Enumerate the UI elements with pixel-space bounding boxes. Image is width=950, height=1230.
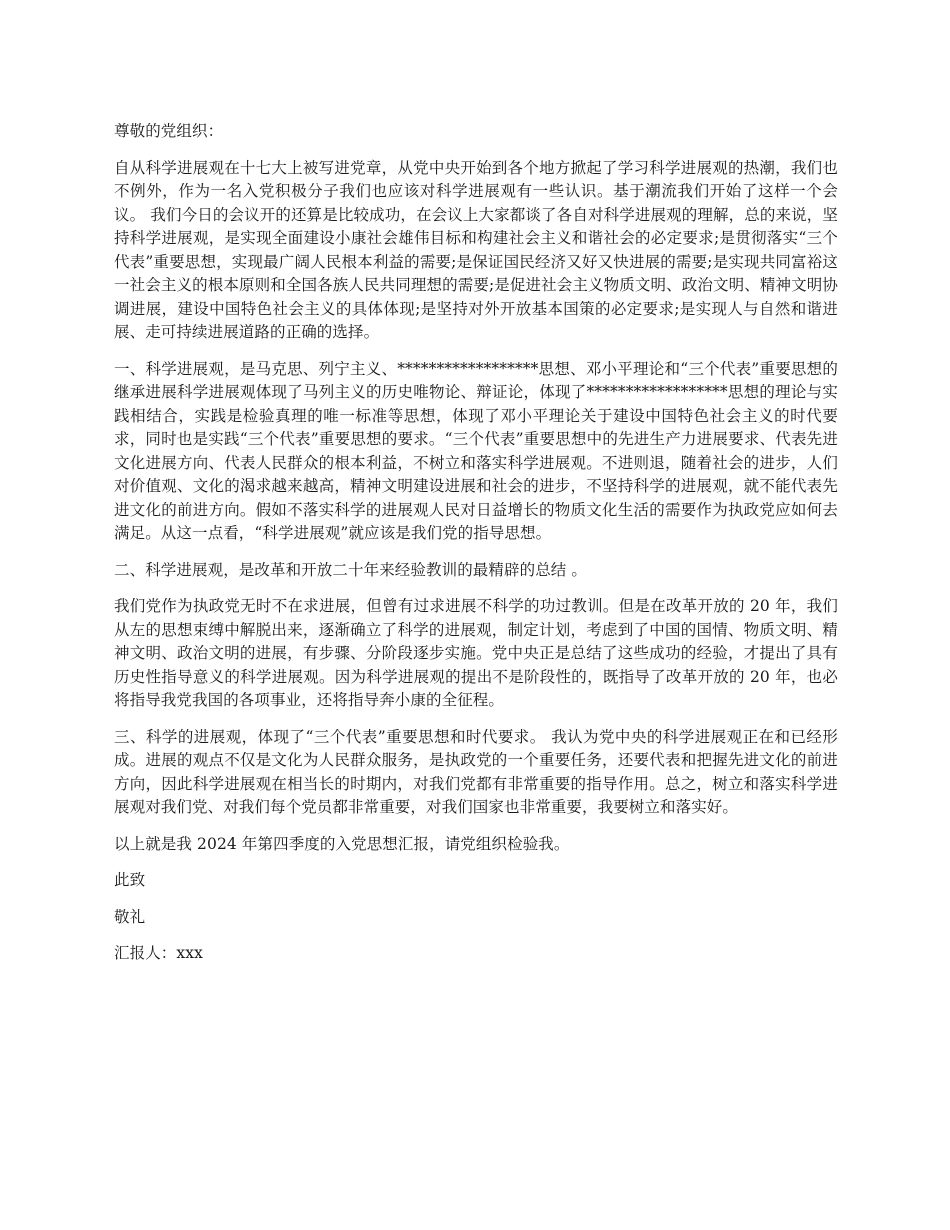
closing: 此致: [114, 871, 146, 889]
paragraph-section-three: 三、科学的进展观，体现了“三个代表”重要思想和时代要求。 我认为党中央的科学进展观正在和已经形成。进展的观点不仅是文化为人民群众服务，是执政党的一个重要任务，还要代表和把握先进文化的前进方向，因此科学进展观在相当长的时期内，对我们党都有非常重要的指导作用。总之，树立和落实科学进展观对我们党、对我们每个党员都非常重要，对我们国家也非常重要，我要树立和落实好。: [114, 727, 838, 816]
greeting: 尊敬的党组织：: [114, 122, 224, 140]
paragraph-section-two-body: 我们党作为执政党无时不在求进展，但曾有过求进展不科学的功过教训。但是在改革开放的 20 年，我们从左的思想束缚中解脱出来，逐渐确立了科学的进展观，制定计划，考虑到了中国的国情、物质文明、精神文明、政治文明的进展，有步骤、分阶段逐步实施。党中央正是总结了这些成功的经验，才提出了具有历史性指导意义的科学进展观。因为科学进展观的提出不是阶段性的，既指导了改革开放的 20 年，也必将指导我党我国的各项事业，还将指导奔小康的全征程。: [114, 597, 838, 709]
paragraph-conclusion: 以上就是我 2024 年第四季度的入党思想汇报，请党组织检验我。: [114, 834, 570, 853]
document-page: [114, 120, 838, 979]
paragraph-section-one: 一、科学进展观，是马克思、列宁主义、******************思想、邓小平理论和“三个代表”重要思想的继承进展科学进展观体现了马列主义的历史唯物论、辩证论，体现了******************思想的理论与实践相结合，实践是检验真理的唯一标准等思想，体现了邓小平理论关于建设中国特色社会主义的时代要求，同时也是实践“三个代表”重要思想的要求。“三个代表”重要思想中的先进生产力进展要求、代表先进文化进展方向、代表人民群众的根本利益，不树立和落实科学进展观。不进则退，随着社会的进步，人们对价值观、文化的渴求越来越高，精神文明建设进展和社会的进步，不坚持科学的进展观，就不能代表先进文化的前进方向。假如不落实科学的进展观人民对日益增长的物质文化生活的需要作为执政党应如何去满足。从这一点看，“科学进展观”就应该是我们党的指导思想。: [114, 359, 838, 542]
signature: 汇报人：xxx: [114, 944, 203, 962]
paragraph-intro: 自从科学进展观在十七大上被写进党章，从党中央开始到各个地方掀起了学习科学进展观的热潮，我们也不例外，作为一名入党积极分子我们也应该对科学进展观有一些认识。基于潮流我们开始了这样一个会议。 我们今日的会议开的还算是比较成功，在会议上大家都谈了各自对科学进展观的理解，总的来说，坚持科学进展观，是实现全面建设小康社会雄伟目标和构建社会主义和谐社会的必定要求;是贯彻落实“三个代表”重要思想，实现最广阔人民根本利益的需要;是保证国民经济又好又快进展的需要;是实现共同富裕这一社会主义的根本原则和全国各族人民共同理想的需要;是促进社会主义物质文明、政治文明、精神文明协调进展，建设中国特色社会主义的具体体现;是坚持对外开放基本国策的必定要求;是实现人与自然和谐进展、走可持续进展道路的正确的选择。: [114, 158, 838, 341]
salute: 敬礼: [114, 907, 146, 926]
paragraph-section-two-heading: 二、科学进展观，是改革和开放二十年来经验教训的最精辟的总结 。: [114, 560, 588, 579]
